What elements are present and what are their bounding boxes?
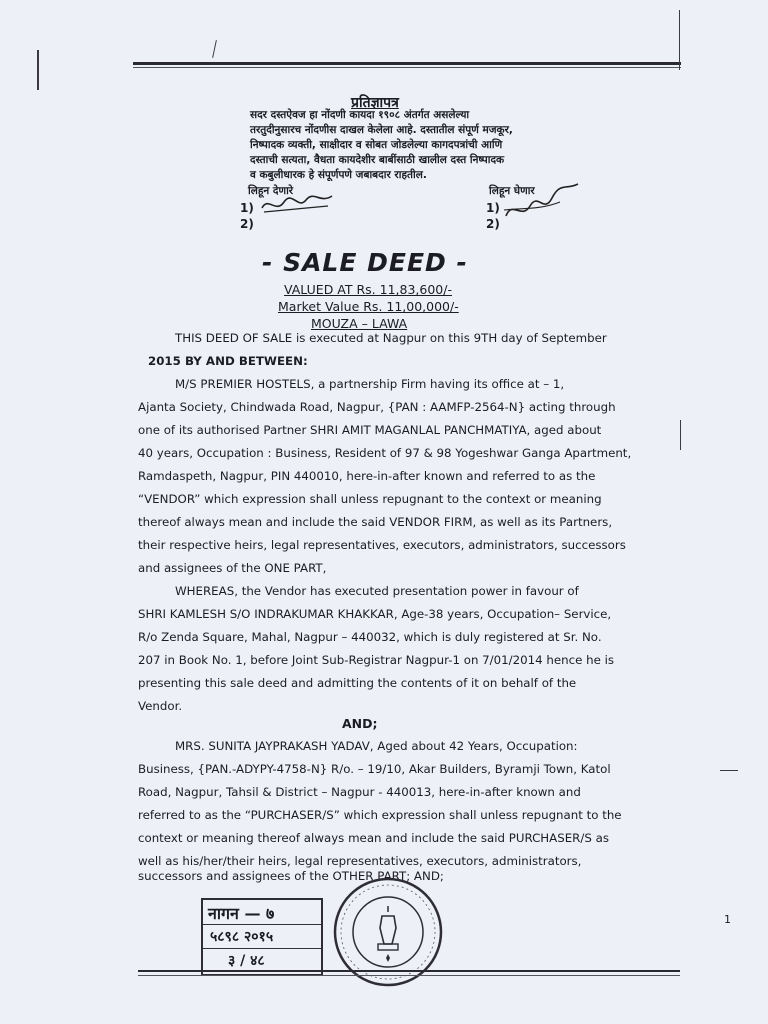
whereas-line: Vendor. [138,699,183,713]
bottom-rule [138,970,680,972]
deed-title: - SALE DEED - [262,248,468,277]
page-number: 1 [724,913,731,926]
stamp-serial: ५८९८ २०१५ [210,929,274,945]
signature-right-numbers: 1) 2) [486,201,500,231]
market-value: Market Value Rs. 11,00,000/- [278,299,459,314]
scan-mark [37,50,39,90]
scan-mark [679,10,680,70]
purchaser-line: MRS. SUNITA JAYPRAKASH YADAV, Aged about 42 Years, Occupation: [175,739,578,753]
top-rule [133,62,681,65]
signature-left-numbers: 1) 2) [240,201,254,231]
purchaser-line: well as his/her/their heirs, legal representatives, executors, administrators, [138,854,582,868]
vendor-line: and assignees of the ONE PART, [138,561,327,575]
vendor-line: “VENDOR” which expression shall unless repugnant to the context or meaning [138,492,602,506]
purchaser-line: context or meaning thereof always mean and include the said PURCHASER/S as [138,831,609,845]
vendor-line: M/S PREMIER HOSTELS, a partnership Firm having its office at – 1, [175,377,565,391]
purchaser-line: Road, Nagpur, Tahsil & District – Nagpur - 440013, here-in-after known and [138,785,581,799]
affidavit-line: निष्पादक व्यक्ती, साक्षीदार व सोबत जोडलेल्या कागदपत्रांची आणि [250,139,503,151]
and-heading: AND; [342,716,378,731]
vendor-line: 40 years, Occupation : Business, Resident of 97 & 98 Yogeshwar Ganga Apartment, [138,446,632,460]
signature-right-label: लिहून घेणार [489,185,535,197]
intro-line: THIS DEED OF SALE is executed at Nagpur on this 9TH day of September [175,331,607,345]
affidavit-text [250,108,590,183]
whereas-line: R/o Zenda Square, Mahal, Nagpur – 440032, which is duly registered at Sr. No. [138,630,602,644]
scan-mark [720,770,738,771]
stamp-office: नागन — ७ [208,904,275,923]
top-rule-thin [133,67,681,68]
vendor-line: their respective heirs, legal representatives, executors, administrators, successors [138,538,626,552]
bottom-rule-thin [138,975,680,976]
vendor-line: thereof always mean and include the said VENDOR FIRM, as well as its Partners, [138,515,613,529]
whereas-line: presenting this sale deed and admitting the contents of it on behalf of the [138,676,577,690]
mouza: MOUZA – LAWA [311,316,408,331]
signature-right-image [500,180,582,228]
signature-left-label: लिहून देणारे [248,185,294,197]
whereas-line: SHRI KAMLESH S/O INDRAKUMAR KHAKKAR, Age-38 years, Occupation– Service, [138,607,612,621]
scan-mark [680,420,681,450]
affidavit-line: व कबुलीधारक हे संपूर्णपणे जबाबदार राहतील. [250,169,427,181]
affidavit-line: तरतुदीनुसारच नोंदणीस दाखल केलेला आहे. दस्तातील संपूर्ण मजकूर, [250,124,513,136]
affidavit-line: दस्ताची सत्यता, वैधता कायदेशीर बाबींसाठी खालील दस्त निष्पादक [250,154,505,166]
affidavit-line: सदर दस्तऐवज हा नोंदणी कायदा १९०८ अंतर्गत असलेल्या [250,109,470,121]
scan-mark [212,40,217,58]
signature-left-image [258,190,338,220]
whereas-line: WHEREAS, the Vendor has executed presentation power in favour of [175,584,579,598]
purchaser-line: Business, {PAN.-ADYPY-4758-N} R/o. – 19/10, Akar Builders, Byramji Town, Katol [138,762,611,776]
valued-at: VALUED AT Rs. 11,83,600/- [284,282,452,297]
stamp-page: ३ / ४८ [228,953,265,969]
vendor-line: one of its authorised Partner SHRI AMIT MAGANLAL PANCHMATIYA, aged about [138,423,602,437]
vendor-line: Ramdaspeth, Nagpur, PIN 440010, here-in-after known and referred to as the [138,469,596,483]
whereas-line: 207 in Book No. 1, before Joint Sub-Registrar Nagpur-1 on 7/01/2014 hence he is [138,653,615,667]
purchaser-line: referred to as the “PURCHASER/S” which expression shall unless repugnant to the [138,808,622,822]
affidavit-title: प्रतिज्ञापत्र [351,95,399,111]
vendor-line: Ajanta Society, Chindwada Road, Nagpur, {PAN : AAMFP-2564-N} acting through [138,400,616,414]
intro-line: 2015 BY AND BETWEEN: [148,354,308,368]
purchaser-line: successors and assignees of the OTHER PART; AND; [138,869,444,883]
